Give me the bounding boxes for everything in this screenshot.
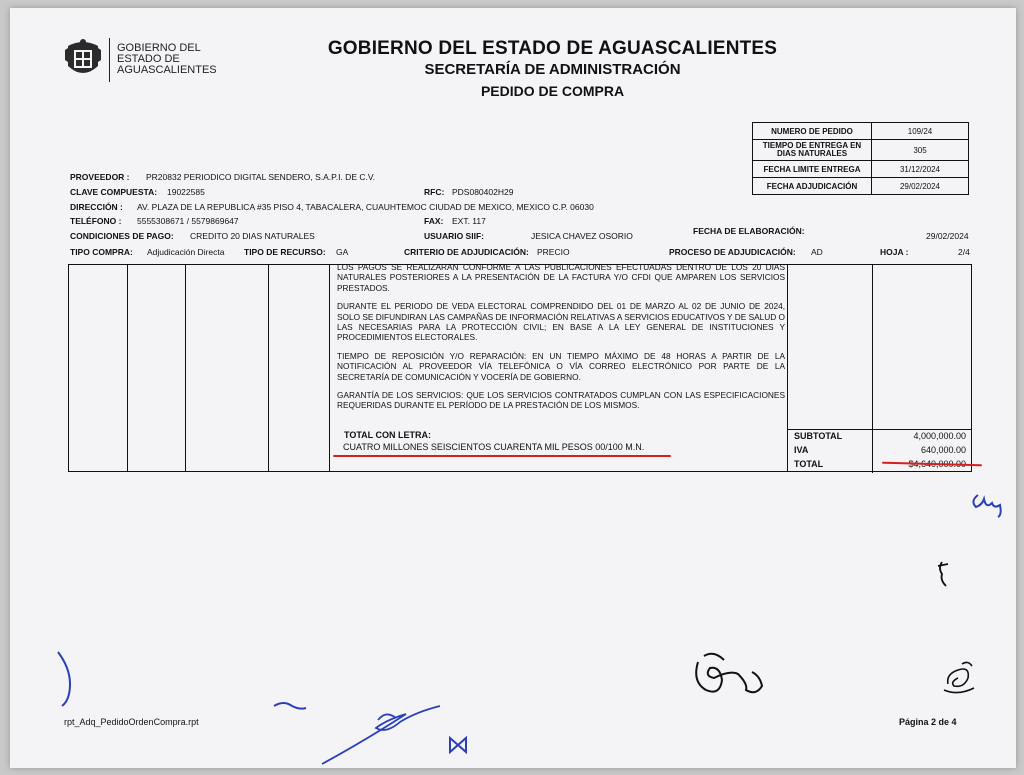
subtotal-label: SUBTOTAL (794, 431, 843, 441)
column-divider (185, 264, 186, 472)
elaboration-date-value: 29/02/2024 (926, 231, 969, 241)
delivery-deadline-value: 31/12/2024 (872, 161, 969, 178)
report-file-name: rpt_Adq_PedidoOrdenCompra.rpt (64, 717, 199, 727)
delivery-time-value: 305 (872, 140, 969, 161)
resource-type-label: TIPO DE RECURSO: (244, 247, 326, 257)
order-info-row (753, 140, 969, 161)
composite-key-label: CLAVE COMPUESTA: (70, 187, 158, 197)
blue-cross-mark (446, 734, 472, 756)
purchase-type-label: TIPO COMPRA: (70, 247, 133, 257)
siif-user-label: USUARIO SIIF: (424, 231, 484, 241)
phone-value: 5555308671 / 5579869647 (137, 216, 239, 226)
order-info-row (753, 161, 969, 178)
purchase-type-value: Adjudicación Directa (147, 247, 225, 257)
order-number-label: NUMERO DE PEDIDO (753, 123, 872, 140)
delivery-time-label: TIEMPO DE ENTREGA EN DIAS NATURALES (753, 140, 872, 161)
award-date-value: 29/02/2024 (872, 178, 969, 195)
composite-key-value: 19022585 (167, 187, 205, 197)
address-value: AV. PLAZA DE LA REPUBLICA #35 PISO 4, TABACALERA, CUAUHTEMOC CIUDAD DE MEXICO, MEXICO C.P. 06030 (137, 202, 594, 212)
column-divider (268, 264, 269, 472)
logo-text (117, 43, 217, 76)
award-process-label: PROCESO DE ADJUDICACIÓN: (669, 247, 796, 257)
subtotal-value: 4,000,000.00 (913, 431, 966, 441)
totals-box (788, 429, 972, 473)
red-pen-underline (333, 455, 671, 457)
column-divider (329, 264, 330, 472)
order-info-row (753, 178, 969, 195)
total-in-words-value: CUATRO MILLONES SEISCIENTOS CUARENTA MIL PESOS 00/100 M.N. (343, 442, 645, 452)
siif-user-value: JESICA CHAVEZ OSORIO (531, 231, 633, 241)
column-divider (127, 264, 128, 472)
iva-value: 640,000.00 (920, 445, 966, 455)
fax-value: EXT. 117 (452, 216, 486, 226)
payment-terms-label: CONDICIONES DE PAGO: (70, 231, 174, 241)
state-coat-of-arms-icon (64, 36, 102, 82)
resource-type-value: GA (336, 247, 349, 257)
black-signature (690, 646, 770, 702)
blue-pen-stroke (52, 648, 82, 710)
sheet-label: HOJA : (880, 247, 909, 257)
document-type: PEDIDO DE COMPRA (480, 83, 625, 99)
blue-signature (316, 700, 446, 770)
award-date-label: FECHA ADJUDICACIÓN (753, 178, 872, 195)
description-paragraph: LOS PAGOS SE REALIZARAN CONFORME A LAS PUBLICACIONES EFECTUADAS DENTRO DE LOS 20 DIAS NATURALES POSTERIORES A LA PRESENTACIÓN DE LA FACTURA Y/O CFDI QUE AMPAREN LOS SERVICIOS PRESTADOS. (337, 262, 785, 293)
payment-terms-value: CREDITO 20 DIAS NATURALES (190, 231, 315, 241)
page-title: GOBIERNO DEL ESTADO DE AGUASCALIENTES (327, 38, 778, 59)
subtotal-row (788, 430, 972, 444)
award-criteria-label: CRITERIO DE ADJUDICACIÓN: (404, 247, 529, 257)
black-signature-small (938, 656, 982, 696)
page-number: Página 2 de 4 (899, 717, 957, 727)
logo-divider (109, 38, 110, 82)
elaboration-date-label: FECHA DE ELABORACIÓN: (693, 226, 805, 236)
description-paragraph: GARANTÍA DE LOS SERVICIOS: QUE LOS SERVICIOS CONTRATADOS CUMPLAN CON LAS ESPECIFICACIONES REQUERIDAS DURANTE EL PERÍODO DE LA PRESTACIÓN DE LOS MISMOS. (337, 390, 785, 411)
blue-initials-signature (968, 485, 1008, 525)
phone-label: TELÉFONO : (70, 216, 122, 226)
blue-pen-stroke (270, 696, 310, 718)
award-process-value: AD (811, 247, 823, 257)
total-label: TOTAL (794, 459, 824, 469)
delivery-deadline-label: FECHA LIMITE ENTREGA (753, 161, 872, 178)
item-description (337, 262, 785, 419)
logo-line: ESTADO DE (117, 53, 180, 65)
logo-line: GOBIERNO DEL (117, 42, 201, 54)
supplier-value: PR20832 PERIODICO DIGITAL SENDERO, S.A.P.I. DE C.V. (146, 172, 376, 182)
description-paragraph: TIEMPO DE REPOSICIÓN Y/O REPARACIÓN: EN UN TIEMPO MÁXIMO DE 48 HORAS A PARTIR DE LA NOTIFICACIÓN AL PROVEEDOR VÍA TELEFÓNICA O VÍA CORREO ELECTRÓNICO POR PARTE DE LA SECRETARÍA DE COMUNICACIÓN Y VOCERÍA DE GOBIERNO. (337, 350, 785, 382)
page-subtitle: SECRETARÍA DE ADMINISTRACIÓN (424, 61, 681, 78)
total-in-words-label: TOTAL CON LETRA: (344, 430, 431, 440)
order-info-table (752, 122, 969, 195)
order-number-value: 109/24 (872, 123, 969, 140)
award-criteria-value: PRECIO (537, 247, 570, 257)
rfc-value: PDS080402H29 (452, 187, 514, 197)
fax-label: FAX: (424, 216, 444, 226)
address-label: DIRECCIÓN : (70, 202, 123, 212)
iva-row (788, 444, 972, 458)
black-initial-mark (928, 558, 958, 590)
sheet-value: 2/4 (958, 247, 970, 257)
rfc-label: RFC: (424, 187, 445, 197)
logo-line: AGUASCALIENTES (117, 64, 217, 76)
supplier-label: PROVEEDOR : (70, 172, 130, 182)
iva-label: IVA (794, 445, 809, 455)
order-info-row (753, 123, 969, 140)
description-paragraph: DURANTE EL PERIODO DE VEDA ELECTORAL COMPRENDIDO DEL 01 DE MARZO AL 02 DE JUNIO DE 2024, SOLO SE DIFUNDIRAN LAS CAMPAÑAS DE INFORMACIÓN RELATIVAS A SERVICIOS EDUCATIVOS Y DE SALUD O LAS NECESARIAS PARA LA PROTECCIÓN CIVIL; EN BASE A LA LEY GENERAL DE INSTITUCIONES Y PROCEDIMIENTOS ELECTORALES. (337, 301, 785, 343)
